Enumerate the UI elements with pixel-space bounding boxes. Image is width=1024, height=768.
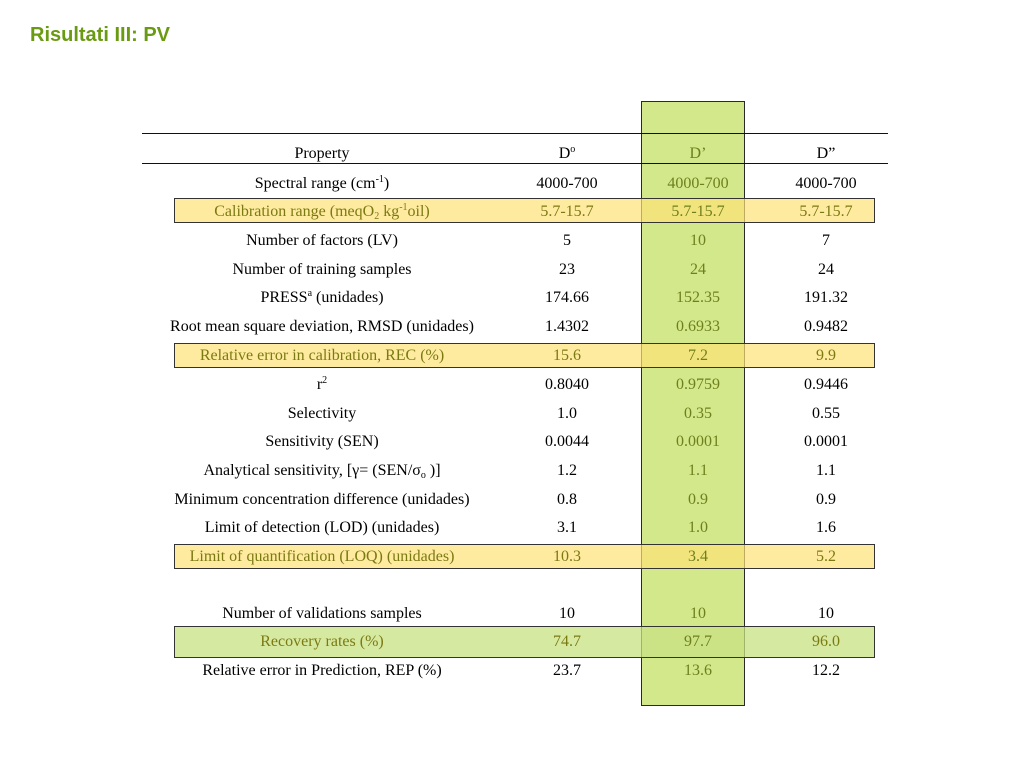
row-value-d2: 0.55 [812,405,840,422]
row-value-d1: 3.4 [688,548,708,565]
row-value-d2: 4000-700 [795,175,857,192]
row-value-d0: 174.66 [545,289,589,306]
row-property-label: $r^2$ [316,375,328,393]
row-value-d1: 0.6933 [676,318,720,335]
row-value-d1: 152.35 [676,289,720,306]
row-value-d2: 0.9446 [804,376,848,393]
row-property-label: Limit of quantification (LOQ) (unidades) [189,548,455,565]
table-row [0,341,1024,370]
header-d1: D’ [689,145,707,162]
row-value-d2: 1.6 [816,519,836,536]
row-property-label: Relative error in Prediction, REP (%) [202,662,442,679]
row-property-label: Number of validations samples [222,605,422,622]
row-value-d0: 0.8040 [545,376,589,393]
table-top-rule [142,133,888,134]
row-value-d1: 97.7 [684,633,712,650]
row-value-d2: 0.9 [816,491,836,508]
table-row [0,627,1024,656]
table-row [0,399,1024,428]
table-row [0,427,1024,456]
table-row [0,485,1024,514]
row-value-d0: 15.6 [553,347,581,364]
row-value-d2: 1.1 [816,462,836,479]
table-row [0,656,1024,685]
table-row [0,370,1024,399]
table-row [0,197,1024,226]
row-value-d1: 0.9 [688,491,708,508]
table-row [0,312,1024,341]
row-value-d2: 12.2 [812,662,840,679]
table-row [0,542,1024,571]
row-value-d2: 5.2 [816,548,836,565]
row-value-d0: 5 [563,232,571,249]
row-value-d0: 23.7 [553,662,581,679]
row-value-d2: 7 [822,232,830,249]
row-value-d1: 5.7-15.7 [671,203,725,220]
row-value-d1: 24 [690,261,706,278]
row-value-d0: 10 [559,605,575,622]
row-property-label: Recovery rates (%) [260,633,384,650]
row-value-d0: 5.7-15.7 [540,203,594,220]
row-value-d0: 10.3 [553,548,581,565]
row-property-label: Relative error in calibration, REC (%) [199,347,445,364]
header-property: Property [294,145,350,162]
header-d0: $D^o$ [558,144,576,162]
row-value-d0: 74.7 [553,633,581,650]
row-property-label: Selectivity [287,405,357,422]
table-row [0,513,1024,542]
table-row [0,226,1024,255]
row-value-d0: 0.8 [557,491,577,508]
row-value-d1: 0.9759 [676,376,720,393]
row-property-label: Limit of detection (LOD) (unidades) [204,519,440,536]
table-row [0,456,1024,485]
row-value-d0: 4000-700 [536,175,598,192]
row-property-label: Number of training samples [232,261,412,278]
row-value-d0: 3.1 [557,519,577,536]
row-property-label: Number of factors (LV) [246,232,398,249]
header-d2: D” [816,145,836,162]
row-value-d2: 9.9 [816,347,836,364]
slide-title: Risultati III: PV [30,24,171,46]
table-row [0,283,1024,312]
row-value-d1: 1.1 [688,462,708,479]
row-value-d1: 13.6 [684,662,712,679]
row-value-d2: 10 [818,605,834,622]
table-row [0,169,1024,198]
row-value-d0: 1.2 [557,462,577,479]
row-value-d1: 1.0 [688,519,708,536]
row-property-label: PRESS$^a$ (unidades) [260,288,384,306]
row-value-d2: 24 [818,261,834,278]
table-row [0,255,1024,284]
row-property-label: Minimum concentration difference (unidades) [174,491,470,508]
row-property-label: Sensitivity (SEN) [265,433,379,450]
row-value-d2: 0.9482 [804,318,848,335]
row-property-label: Calibration range (meqO$_2$ $kg^{-1}oil$) [214,202,430,222]
row-value-d2: 191.32 [804,289,848,306]
table-header-row [0,139,1024,168]
row-value-d1: 0.0001 [676,433,720,450]
row-property-label: Root mean square deviation, RMSD (unidades) [170,318,474,335]
row-value-d0: 23 [559,261,575,278]
row-property-label: Analytical sensitivity, [$\gamma= (SEN/\sigma_o$ )] [203,462,441,481]
row-value-d2: 0.0001 [804,433,848,450]
row-value-d0: 0.0044 [545,433,589,450]
row-value-d0: 1.4302 [545,318,589,335]
row-value-d1: 10 [690,605,706,622]
row-value-d2: 96.0 [812,633,840,650]
row-value-d1: 4000-700 [667,175,729,192]
row-value-d1: 10 [690,232,706,249]
row-value-d1: 0.35 [684,405,712,422]
row-value-d0: 1.0 [557,405,577,422]
row-property-label: Spectral range $(cm^{-1})$ [254,174,390,192]
row-value-d2: 5.7-15.7 [799,203,853,220]
table-row [0,599,1024,628]
row-value-d1: 7.2 [688,347,708,364]
